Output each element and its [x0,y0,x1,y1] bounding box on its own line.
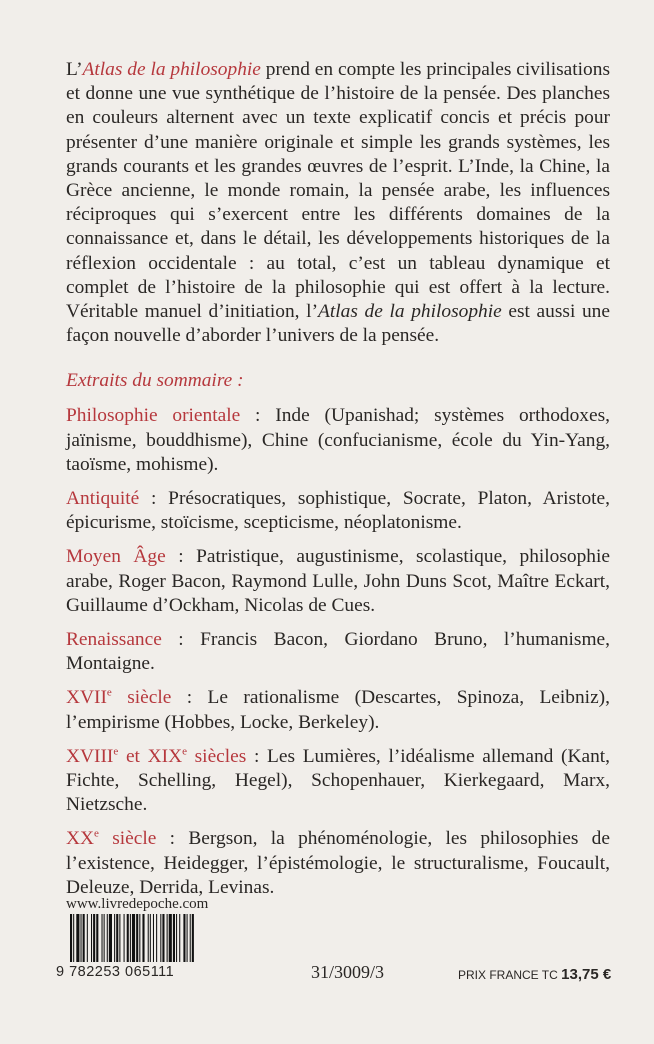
section-text: : Le rationalisme (Descartes, Spinoza, Leibniz), l’empirisme (Hobbes, Locke, Berkeley). [66,687,610,733]
label-part: siècle [111,687,172,709]
intro-text-1: prend en compte les principales civilisations et donne une vue synthétique de l’histoire de la pensée. Des planches en couleurs alternent avec un texte explicatif concis et précis pour présenter d’une manière originale et simple les grands systèmes, les grands courants et les grandes œuvres de l’esprit. L’Inde, la Chine, la Grèce ancienne, le monde romain, la pensée arabe, les influences réciproques qui s’exercent entre les différents domaines de la connaissance et, dans le détail, les développements historiques de la réflexion occidentale : au total, c’est un tableau dynamique et complet de l’histoire de la philosophie qui est offert à la lecture. Véritable manuel d’initiation, l’ [66,59,610,323]
section-label [66,828,156,849]
label-part: siècles [186,745,247,767]
section-label: Moyen Âge [66,546,166,568]
price-label: PRIX FRANCE TC [458,968,558,982]
section-label [66,687,171,708]
barcode-bars [70,914,286,962]
intro-prefix: L’ [66,59,83,80]
section-xxe-siecle [66,827,610,900]
section-xviie-siecle [66,686,610,734]
section-antiquite [66,487,610,535]
section-philosophie-orientale [66,404,610,477]
section-text: : Inde (Upanishad; systèmes orthodoxes, jaïnisme, bouddhisme), Chine (confucianisme, école du Yin-Yang, taoïsme, mohisme). [66,405,610,475]
section-xviiie-xixe-siecles [66,745,610,818]
catalog-reference: 31/3009/3 [311,962,385,982]
price [458,966,611,983]
label-part: XVII [66,687,107,709]
barcode-digits: 9 782253 065111 [56,964,175,980]
section-text: : Présocratiques, sophistique, Socrate, Platon, Aristote, épicurisme, stoïcisme, scepticisme, néoplatonisme. [66,488,610,534]
label-sup: e [106,687,112,699]
label-part: XX [66,828,95,850]
website-url[interactable]: www.livredepoche.com [66,896,209,912]
section-label: Renaissance [66,629,162,651]
book-title-2: Atlas de la philosophie [318,301,502,323]
isbn-barcode [56,914,288,980]
summary-heading: Extraits du sommaire : [66,370,244,392]
label-part: XVIII [66,745,114,767]
section-label: Philosophie orientale [66,405,241,427]
label-part: siècle [98,828,157,850]
section-moyen-age [66,545,610,618]
label-sup: e [113,745,119,758]
section-label: Antiquité [66,488,140,510]
section-renaissance [66,628,610,676]
price-value: 13,75 € [561,966,612,983]
book-title: Atlas de la philosophie [82,59,261,80]
section-text: : Bergson, la phénoménologie, les philosophies de l’existence, Heidegger, l’épistémologie, le structuralisme, Foucault, Deleuze, Derrida, Levinas. [66,828,610,898]
intro-text-2: est aussi une façon nouvelle d’aborder l’univers de la pensée. [66,301,610,347]
section-text: : Patristique, augustinisme, scolastique, philosophie arabe, Roger Bacon, Raymond Lulle, John Duns Scot, Maître Eckart, Guillaume d’Ockham, Nicolas de Cues. [66,546,610,616]
label-sup: e [182,745,187,758]
intro-paragraph [66,58,610,348]
label-part: et XIX [118,745,183,767]
section-label [66,746,246,767]
label-sup: e [94,828,99,841]
section-text: : Les Lumières, l’idéalisme allemand (Kant, Fichte, Schelling, Hegel), Schopenhauer, Kierkegaard, Marx, Nietzsche. [66,745,610,816]
section-text: : Francis Bacon, Giordano Bruno, l’humanisme, Montaigne. [66,629,610,675]
